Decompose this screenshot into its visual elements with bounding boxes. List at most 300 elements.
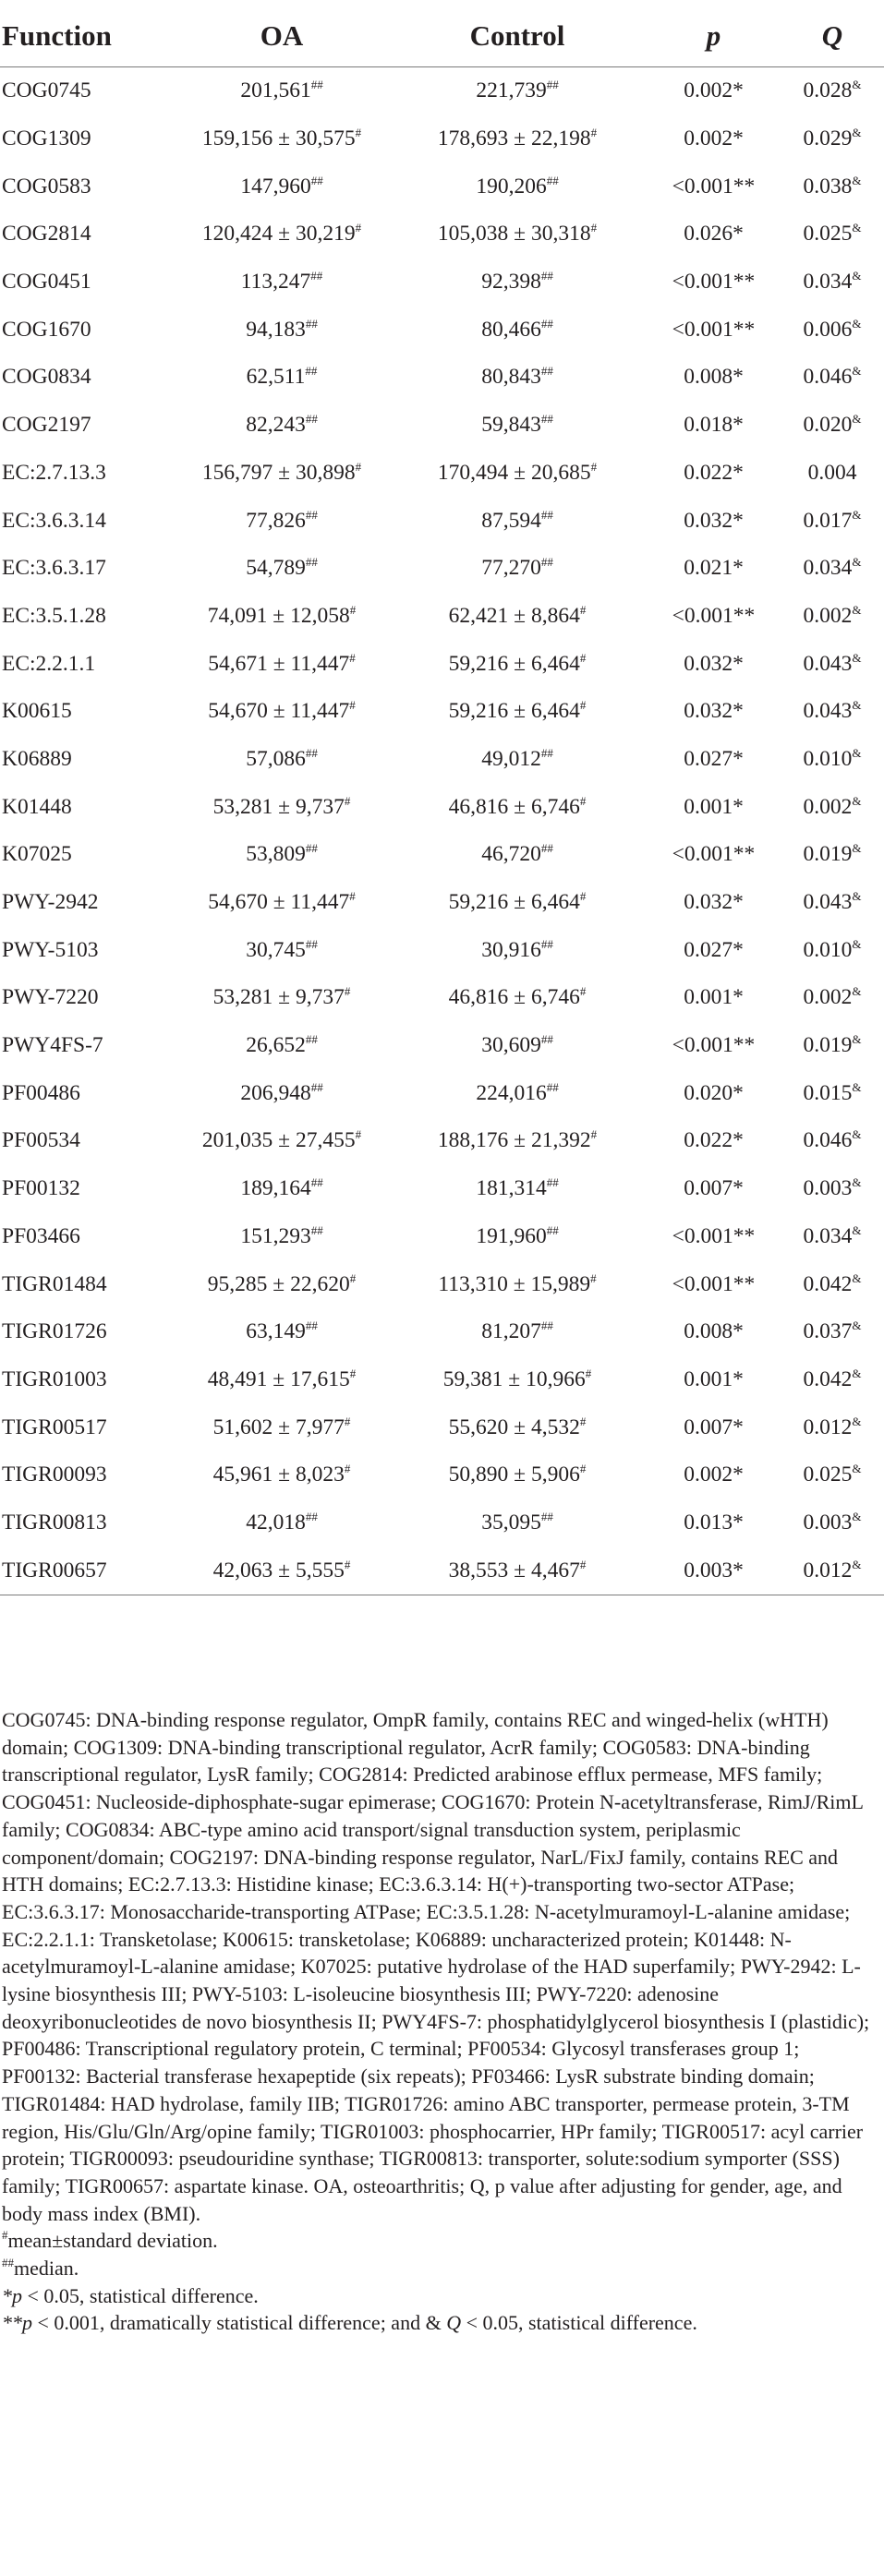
cell-value: 53,281 ± 9,737 xyxy=(212,985,345,1010)
cell-control xyxy=(388,1260,647,1308)
cell-function: TIGR01003 xyxy=(2,1366,107,1391)
table-row xyxy=(0,1356,884,1404)
cell-marker: ## xyxy=(540,936,553,951)
cell-oa xyxy=(176,1165,388,1213)
cell-control xyxy=(388,1069,647,1117)
table-row xyxy=(0,640,884,688)
cell-function: EC:3.5.1.28 xyxy=(2,603,106,628)
cell-function: TIGR00657 xyxy=(0,1547,176,1595)
cell-value: 0.017 xyxy=(803,508,853,533)
cell-value: 53,281 ± 9,737 xyxy=(212,794,345,819)
cell-marker: ## xyxy=(305,316,318,331)
cell-q-value xyxy=(781,593,884,641)
header-q: Q xyxy=(781,6,884,67)
cell-marker: ## xyxy=(540,364,553,379)
cell-value: 30,916 xyxy=(481,937,541,962)
cell-value: 105,038 ± 30,318 xyxy=(437,222,591,247)
cell-value: 62,421 ± 8,864 xyxy=(448,603,580,628)
cell-value: 224,016 xyxy=(476,1080,547,1105)
cell-q-value xyxy=(781,1165,884,1213)
cell-oa xyxy=(176,831,388,879)
table-row xyxy=(0,1451,884,1499)
footnote-symbol: **p xyxy=(2,2311,32,2335)
cell-value: 0.003 xyxy=(803,1510,853,1535)
cell-control xyxy=(388,1499,647,1547)
cell-marker: ## xyxy=(540,745,553,760)
cell-value: 0.042 xyxy=(803,1271,853,1296)
cell-value: 77,270 xyxy=(481,556,541,581)
cell-value: 35,095 xyxy=(481,1510,541,1535)
cell-control xyxy=(388,736,647,784)
cell-oa xyxy=(176,879,388,927)
cell-marker: & xyxy=(852,555,862,570)
cell-control xyxy=(388,1547,647,1595)
table-row xyxy=(0,593,884,641)
footnote-text: < 0.05, statistical difference. xyxy=(22,2283,259,2307)
cell-marker: # xyxy=(579,1557,587,1571)
cell-value: 30,609 xyxy=(481,1033,541,1058)
cell-p-value: <0.001** xyxy=(672,174,756,199)
cell-marker: # xyxy=(355,221,362,235)
table-row xyxy=(0,688,884,736)
cell-q-value xyxy=(781,640,884,688)
cell-marker: # xyxy=(579,1414,587,1428)
cell-p-value: <0.001** xyxy=(672,1033,756,1058)
table-row xyxy=(0,1499,884,1547)
cell-marker: # xyxy=(590,459,598,474)
cell-marker: # xyxy=(344,1557,351,1571)
cell-value: 49,012 xyxy=(481,746,541,771)
cell-function: PF00486 xyxy=(2,1080,80,1105)
cell-q-value xyxy=(781,1308,884,1356)
cell-function: PF00534 xyxy=(2,1128,80,1153)
results-table xyxy=(0,6,884,1595)
cell-oa xyxy=(176,974,388,1022)
cell-value: 0.043 xyxy=(803,699,853,724)
cell-marker: ## xyxy=(540,269,553,283)
cell-control xyxy=(388,163,647,211)
table-row xyxy=(0,783,884,831)
cell-value: 59,216 ± 6,464 xyxy=(448,651,580,676)
cell-p-value: <0.001** xyxy=(672,270,756,295)
cell-value: 0.010 xyxy=(803,937,853,962)
cell-oa xyxy=(176,593,388,641)
cell-oa xyxy=(176,688,388,736)
cell-q-value xyxy=(781,1117,884,1165)
cell-control xyxy=(388,115,647,163)
cell-function: TIGR00813 xyxy=(2,1510,107,1535)
footnote-significance xyxy=(2,2282,870,2310)
cell-marker: & xyxy=(852,1366,862,1380)
footnote-high-significance xyxy=(2,2309,870,2337)
cell-control xyxy=(388,211,647,259)
cell-control xyxy=(388,497,647,545)
cell-marker: ## xyxy=(546,1079,559,1094)
cell-p-value: <0.001** xyxy=(672,1271,756,1296)
cell-value: 0.034 xyxy=(803,270,853,295)
cell-value: 59,216 ± 6,464 xyxy=(448,890,580,915)
cell-control xyxy=(388,1403,647,1451)
table-row xyxy=(0,1165,884,1213)
cell-value: 0.025 xyxy=(803,1463,853,1487)
cell-marker: # xyxy=(349,889,356,904)
cell-value: 201,035 ± 27,455 xyxy=(201,1128,356,1153)
cell-function: EC:3.6.3.17 xyxy=(2,556,106,581)
footnote-symbol: Q xyxy=(446,2311,462,2335)
cell-value: 0.012 xyxy=(803,1558,853,1583)
cell-value: 54,670 ± 11,447 xyxy=(208,699,350,724)
cell-oa xyxy=(176,497,388,545)
cell-value: 0.012 xyxy=(803,1414,853,1439)
cell-marker: ## xyxy=(540,412,553,427)
cell-value: 92,398 xyxy=(481,270,541,295)
cell-value: 120,424 ± 30,219 xyxy=(201,222,356,247)
cell-marker: & xyxy=(852,1222,862,1237)
header-control: Control xyxy=(388,6,647,67)
cell-oa xyxy=(176,211,388,259)
cell-marker: & xyxy=(852,936,862,951)
table-header-row xyxy=(0,6,884,67)
cell-value: 55,620 ± 4,532 xyxy=(448,1414,580,1439)
cell-function: COG2814 xyxy=(2,222,91,247)
cell-marker: & xyxy=(852,364,862,379)
cell-value: 48,491 ± 17,615 xyxy=(207,1366,350,1391)
cell-oa xyxy=(176,1213,388,1261)
cell-control xyxy=(388,688,647,736)
table-row xyxy=(0,450,884,498)
header-function: Function xyxy=(0,6,176,67)
cell-q-value xyxy=(781,354,884,402)
cell-p-value: 0.008* xyxy=(684,365,744,390)
cell-q-value xyxy=(781,163,884,211)
cell-control xyxy=(388,1117,647,1165)
cell-p-value: 0.007* xyxy=(684,1414,744,1439)
cell-value: 54,670 ± 11,447 xyxy=(208,890,350,915)
cell-value: 189,164 xyxy=(240,1176,311,1201)
cell-value: 0.043 xyxy=(803,890,853,915)
cell-marker: ## xyxy=(540,841,553,856)
cell-marker: ## xyxy=(540,507,553,522)
cell-value: 82,243 xyxy=(246,413,306,438)
cell-value: 156,797 ± 30,898 xyxy=(201,460,356,485)
cell-marker: # xyxy=(344,1414,351,1428)
cell-marker: & xyxy=(852,1509,862,1523)
cell-function: TIGR00093 xyxy=(2,1463,107,1487)
cell-control xyxy=(388,354,647,402)
cell-value: 57,086 xyxy=(246,746,306,771)
cell-p-value: <0.001** xyxy=(672,317,756,342)
cell-control xyxy=(388,926,647,974)
cell-value: 178,693 ± 22,198 xyxy=(437,126,591,151)
cell-marker: # xyxy=(579,889,587,904)
cell-value: 95,285 ± 22,620 xyxy=(207,1271,350,1296)
cell-marker: # xyxy=(579,650,587,665)
cell-value: 51,602 ± 7,977 xyxy=(212,1414,345,1439)
table-row xyxy=(0,402,884,450)
cell-value: 77,826 xyxy=(246,508,306,533)
cell-marker: ## xyxy=(305,1032,318,1047)
cell-value: 181,314 xyxy=(476,1176,547,1201)
footnote-mean-sd xyxy=(2,2227,870,2255)
cell-q-value xyxy=(781,306,884,354)
cell-marker: ## xyxy=(305,555,318,570)
cell-function: TIGR00517 xyxy=(2,1414,107,1439)
cell-q-value xyxy=(781,1022,884,1070)
cell-function: EC:3.6.3.14 xyxy=(2,508,106,533)
cell-value: 0.004 xyxy=(807,460,857,485)
table-row xyxy=(0,1547,884,1595)
cell-function: PF00132 xyxy=(2,1176,80,1201)
cell-marker: # xyxy=(344,793,351,808)
cell-value: 0.038 xyxy=(803,174,853,199)
cell-value: 0.002 xyxy=(803,985,853,1010)
cell-q-value xyxy=(781,1213,884,1261)
cell-p-value: 0.020* xyxy=(684,1080,744,1105)
cell-marker: & xyxy=(852,1127,862,1142)
cell-oa xyxy=(176,450,388,498)
cell-marker: ## xyxy=(540,316,553,331)
cell-control xyxy=(388,640,647,688)
cell-function: COG2197 xyxy=(2,413,91,438)
cell-value: 94,183 xyxy=(246,317,306,342)
footnote-median xyxy=(2,2255,870,2282)
cell-oa xyxy=(176,736,388,784)
cell-p-value: 0.027* xyxy=(684,746,744,771)
cell-function: K06889 xyxy=(2,746,72,771)
cell-marker: & xyxy=(852,269,862,283)
table-row xyxy=(0,926,884,974)
cell-control xyxy=(388,67,647,115)
cell-marker: & xyxy=(852,1462,862,1476)
cell-marker: # xyxy=(590,1270,597,1285)
footnote-text: < 0.05, statistical difference. xyxy=(461,2311,697,2335)
cell-marker: # xyxy=(579,698,587,713)
cell-oa xyxy=(176,545,388,593)
cell-q-value xyxy=(781,974,884,1022)
cell-oa xyxy=(176,67,388,115)
cell-marker: & xyxy=(852,78,862,92)
cell-control xyxy=(388,450,647,498)
cell-q-value xyxy=(781,545,884,593)
cell-value: 59,381 ± 10,966 xyxy=(442,1366,586,1391)
cell-q-value xyxy=(781,115,884,163)
cell-p-value: 0.022* xyxy=(684,460,744,485)
cell-q-value xyxy=(781,1356,884,1404)
cell-marker: & xyxy=(852,602,862,617)
cell-q-value xyxy=(781,783,884,831)
cell-value: 0.002 xyxy=(803,794,853,819)
table-row xyxy=(0,1022,884,1070)
cell-oa xyxy=(176,926,388,974)
cell-marker: & xyxy=(852,1079,862,1094)
cell-marker: # xyxy=(344,1462,351,1476)
cell-q-value xyxy=(781,926,884,974)
cell-value: 53,809 xyxy=(246,842,306,867)
cell-value: 0.046 xyxy=(803,365,853,390)
table-row xyxy=(0,545,884,593)
cell-function: PWY-5103 xyxy=(2,937,99,962)
cell-value: 113,310 ± 15,989 xyxy=(438,1271,591,1296)
cell-value: 45,961 ± 8,023 xyxy=(212,1463,345,1487)
cell-value: 0.002 xyxy=(803,603,853,628)
table-row xyxy=(0,115,884,163)
cell-marker: & xyxy=(852,745,862,760)
cell-marker: & xyxy=(852,1414,862,1428)
cell-marker: & xyxy=(852,316,862,331)
table-row xyxy=(0,1308,884,1356)
cell-value: 0.020 xyxy=(803,413,853,438)
table-row xyxy=(0,974,884,1022)
cell-value: 0.034 xyxy=(803,1223,853,1248)
cell-value: 59,216 ± 6,464 xyxy=(448,699,580,724)
cell-control xyxy=(388,783,647,831)
cell-value: 0.037 xyxy=(803,1319,853,1344)
cell-marker: & xyxy=(852,412,862,427)
header-p: p xyxy=(647,6,781,67)
cell-oa xyxy=(176,1069,388,1117)
cell-oa xyxy=(176,640,388,688)
cell-value: 206,948 xyxy=(240,1080,311,1105)
cell-marker: # xyxy=(349,650,356,665)
cell-value: 0.003 xyxy=(803,1176,853,1201)
cell-p-value: 0.002* xyxy=(684,126,744,151)
cell-value: 38,553 ± 4,467 xyxy=(448,1558,580,1583)
cell-value: 46,816 ± 6,746 xyxy=(448,794,580,819)
cell-oa xyxy=(176,1403,388,1451)
cell-p-value: 0.027* xyxy=(684,937,744,962)
cell-value: 0.043 xyxy=(803,651,853,676)
table-footnotes xyxy=(2,1706,870,2337)
table-row xyxy=(0,354,884,402)
cell-marker: # xyxy=(355,1127,362,1142)
cell-marker: ## xyxy=(546,78,559,92)
cell-value: 159,156 ± 30,575 xyxy=(201,126,356,151)
footnote-mark: ## xyxy=(2,2256,14,2270)
cell-function: COG0745 xyxy=(2,78,91,103)
cell-marker: ## xyxy=(546,173,559,187)
cell-value: 0.046 xyxy=(803,1128,853,1153)
cell-value: 46,816 ± 6,746 xyxy=(448,985,580,1010)
cell-marker: # xyxy=(355,459,362,474)
cell-q-value xyxy=(781,259,884,307)
cell-marker: ## xyxy=(305,364,318,379)
cell-function: COG1670 xyxy=(2,317,91,342)
cell-marker: # xyxy=(344,984,351,999)
cell-value: 30,745 xyxy=(246,937,306,962)
cell-marker: ## xyxy=(310,269,323,283)
cell-value: 188,176 ± 21,392 xyxy=(437,1128,591,1153)
cell-marker: ## xyxy=(305,507,318,522)
cell-value: 54,671 ± 11,447 xyxy=(208,651,350,676)
cell-oa xyxy=(176,402,388,450)
cell-marker: ## xyxy=(305,1318,318,1333)
cell-marker: & xyxy=(852,1318,862,1333)
cell-value: 201,561 xyxy=(240,78,311,103)
cell-q-value xyxy=(781,67,884,115)
cell-p-value: <0.001** xyxy=(672,603,756,628)
cell-marker: ## xyxy=(305,745,318,760)
cell-marker: & xyxy=(852,126,862,140)
cell-control xyxy=(388,1213,647,1261)
header-oa: OA xyxy=(176,6,388,67)
cell-marker: ## xyxy=(310,1079,323,1094)
cell-marker: & xyxy=(852,221,862,235)
table-row xyxy=(0,879,884,927)
cell-p-value: 0.001* xyxy=(684,985,744,1010)
cell-marker: & xyxy=(852,793,862,808)
cell-oa xyxy=(176,163,388,211)
table-row xyxy=(0,831,884,879)
cell-value: 50,890 ± 5,906 xyxy=(448,1463,580,1487)
cell-function: EC:2.2.1.1 xyxy=(2,651,96,676)
cell-oa xyxy=(176,1117,388,1165)
cell-p-value: 0.032* xyxy=(684,508,744,533)
cell-p-value: 0.003* xyxy=(647,1547,781,1595)
cell-control xyxy=(388,306,647,354)
cell-oa xyxy=(176,1308,388,1356)
cell-function: TIGR01726 xyxy=(2,1319,107,1344)
cell-oa xyxy=(176,354,388,402)
cell-value: 87,594 xyxy=(481,508,541,533)
table-row xyxy=(0,211,884,259)
cell-marker: ## xyxy=(305,841,318,856)
table-row xyxy=(0,259,884,307)
cell-value: 0.010 xyxy=(803,746,853,771)
cell-function: PWY-2942 xyxy=(2,890,99,915)
cell-marker: ## xyxy=(305,412,318,427)
cell-value: 190,206 xyxy=(476,174,547,199)
cell-value: 0.019 xyxy=(803,1033,853,1058)
table-row xyxy=(0,1069,884,1117)
cell-value: 74,091 ± 12,058 xyxy=(207,603,350,628)
cell-marker: & xyxy=(852,1557,862,1571)
cell-marker: # xyxy=(349,1270,357,1285)
cell-control xyxy=(388,831,647,879)
cell-marker: & xyxy=(852,507,862,522)
cell-q-value xyxy=(781,211,884,259)
cell-value: 0.042 xyxy=(803,1366,853,1391)
cell-control xyxy=(388,259,647,307)
cell-q-value xyxy=(781,1499,884,1547)
cell-p-value: 0.032* xyxy=(684,699,744,724)
cell-control xyxy=(388,545,647,593)
footnote-text: median. xyxy=(14,2257,79,2281)
cell-q-value xyxy=(781,879,884,927)
cell-q-value xyxy=(781,1069,884,1117)
cell-q-value xyxy=(781,1547,884,1595)
cell-marker: & xyxy=(852,698,862,713)
cell-value: 62,511 xyxy=(246,365,306,390)
cell-control xyxy=(388,593,647,641)
cell-value: 221,739 xyxy=(476,78,547,103)
cell-q-value xyxy=(781,736,884,784)
cell-q-value xyxy=(781,1260,884,1308)
footnote-text: < 0.001, dramatically statistical difference; and & xyxy=(32,2311,447,2335)
table-row xyxy=(0,1260,884,1308)
cell-marker: & xyxy=(852,173,862,187)
cell-function: EC:2.7.13.3 xyxy=(2,460,106,485)
cell-p-value: 0.008* xyxy=(684,1319,744,1344)
cell-marker: # xyxy=(585,1366,592,1380)
cell-value: 0.019 xyxy=(803,842,853,867)
table-row xyxy=(0,306,884,354)
footnote-text: mean±standard deviation. xyxy=(7,2229,218,2253)
table-body xyxy=(0,67,884,1595)
cell-marker: # xyxy=(349,602,357,617)
cell-function: K01448 xyxy=(2,794,72,819)
abbreviation-legend: COG0745: DNA-binding response regulator, OmpR family, contains REC and winged-helix (wHTH) domain; COG1309: DNA-binding transcriptional regulator, AcrR family; COG0583: DNA-binding transcriptional regulator, LysR family; COG2814: Predicted arabinose efflux permease, MFS family; COG0451: Nucleoside-diphosphate-sugar epimerase; COG1670: Protein N-acetyltransferase, RimJ/RimL family; COG0834: ABC-type amino acid transport/signal transduction system, periplasmic component/domain; COG2197: DNA-binding response regulator, NarL/FixJ family, contains REC and HTH domains; EC:2.7.13.3: Histidine kinase; EC:3.6.3.14: H(+)-transporting two-sector ATPase; EC:3.6.3.17: Monosaccharide-transporting ATPase; EC:3.5.1.28: N-acetylmuramoyl-L-alanine amidase; EC:2.2.1.1: Transketolase; K00615: transketolase; K06889: uncharacterized protein; K01448: N-acetylmuramoyl-L-alanine amidase; K07025: putative hydrolase of the HAD superfamily; PWY-2942: L-lysine biosynthesis III; PWY-5103: L-isoleucine biosynthesis III; PWY-7220: adenosine deoxyribonucleotides de novo biosynthesis II; PWY4FS-7: phosphatidylglycerol biosynthesis I (plastidic); PF00486: Transcriptional regulatory protein, C terminal; PF00534: Glycosyl transferases group 1; PF00132: Bacterial transferase hexapeptide (six repeats); PF03466: LysR substrate binding domain; TIGR01484: HAD hydrolase, family IIB; TIGR01726: amino ABC transporter, permease protein, 3-TM region, His/Glu/Gln/Arg/opine family; TIGR01003: phosphocarrier, HPr family; TIGR00517: acyl carrier protein; TIGR00093: pseudouridine synthase; TIGR00813: transporter, solute:sodium symporter (SSS) family; TIGR00657: aspartate kinase. OA, osteoarthritis; Q, p value after adjusting for gender, age, and body mass index (BMI). xyxy=(2,1708,870,2225)
cell-p-value: 0.001* xyxy=(684,1366,744,1391)
